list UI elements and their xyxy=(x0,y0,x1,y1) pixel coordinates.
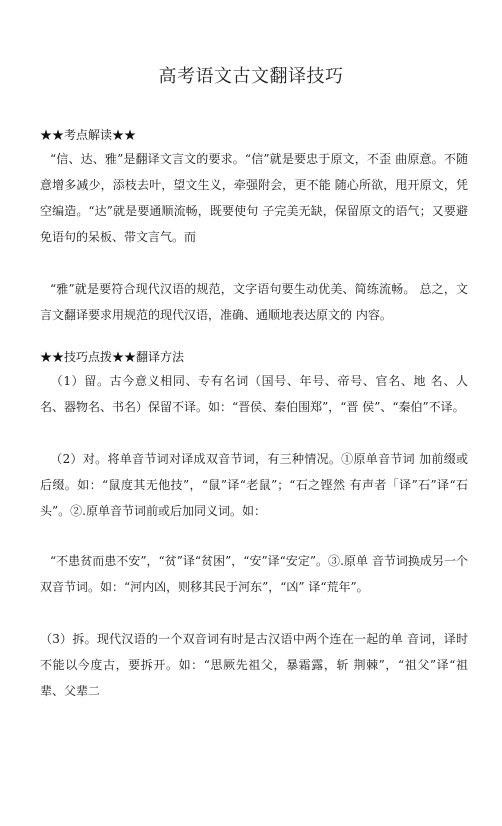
paragraph-text: “不患贫而患不安”，“贫”译“贫困”，“安”译“安定”。③.原单 音节词换成另一个双音节词。如：“河内凶，则移其民于河东”，“凶” 译“荒年”。 xyxy=(40,554,468,594)
paragraph-method-correspond-cont xyxy=(40,548,468,600)
section-heading-techniques: ★★技巧点拨★★翻译方法 xyxy=(40,350,185,364)
paragraph-text: “雅”就是要符合现代汉语的规范，文字语句要生动优美、简练流畅。 总之，文言文翻译要求用规范的现代汉语，准确、通顺地表达原文的 内容。 xyxy=(40,282,468,322)
section-heading-key-points: ★★考点解读★★ xyxy=(40,128,137,142)
paragraph-text: （2）对。将单音节词对译成双音节词，有三种情况。①原单音节词 加前缀或后缀。如：“鼠度其无他技”，“鼠”译“老鼠”；“石之铿然 有声者「译”石”译“石头”。②.原单音节词前或后加同义词。如： xyxy=(40,452,468,518)
paragraph-text: （3）拆。现代汉语的一个双音词有时是古汉语中两个连在一起的单 音词，译时不能以今度古，要拆开。如：“思厥先祖父，暴霜露，斩 荆棘”，“祖父”译“祖辈、父辈二 xyxy=(40,632,468,698)
paragraph-method-split xyxy=(40,626,468,704)
document-title: 高考语文古文翻译技巧 xyxy=(158,66,344,87)
paragraph-text: “信、达、雅”是翻译文言文的要求。“信”就是要忠于原文，不歪 曲原意。不随意增多减少，添枝去叶，望文生义，牵强附会，更不能 随心所欲，甩开原文，凭空编造。“达”就是要通顺流畅，既要使句 子完美无缺，保留原文的语气；又要避免语句的呆板、带文言气。而 xyxy=(40,152,468,244)
paragraph-xin-da-ya xyxy=(40,146,468,250)
paragraph-text: （1）留。古今意义相同、专有名词（国号、年号、帝号、官名、地 名、人名、器物名、书名）保留不译。如：“晋侯、秦伯围郑”，“晋 侯”、“秦伯”不译。 xyxy=(40,374,468,414)
paragraph-method-correspond xyxy=(40,446,468,524)
paragraph-method-retain xyxy=(40,368,468,420)
paragraph-ya-summary xyxy=(40,276,468,328)
